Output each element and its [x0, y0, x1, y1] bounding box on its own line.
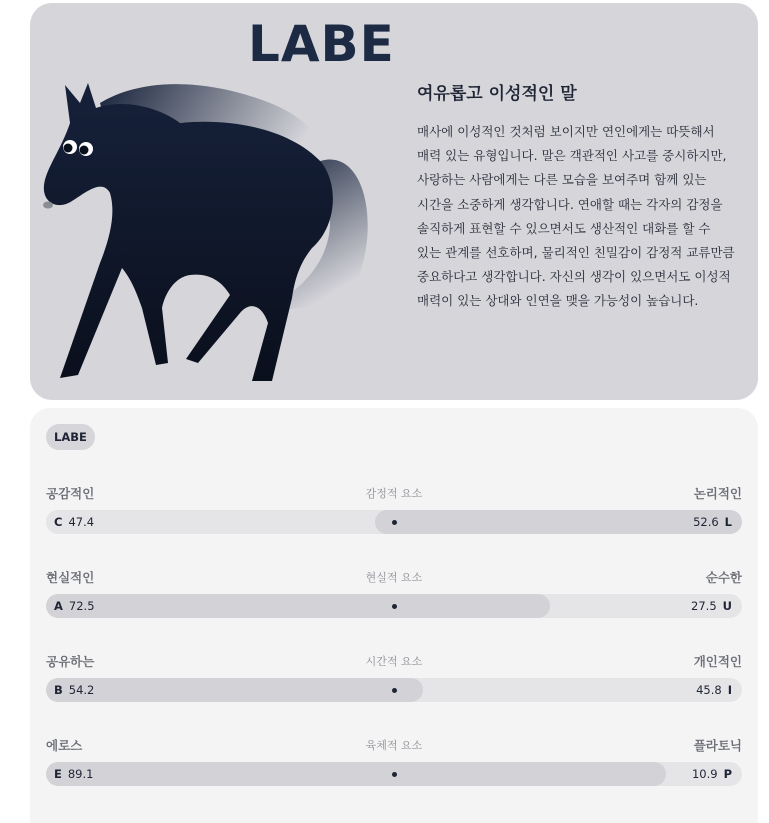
right-value: 10.9 [691, 767, 718, 781]
left-value: 89.1 [67, 767, 94, 781]
left-score [54, 762, 93, 786]
score-bar-fill [375, 510, 742, 534]
right-letter: I [727, 683, 732, 697]
type-title: LABE [248, 15, 395, 73]
left-letter: E [54, 767, 62, 781]
midpoint-dot [392, 688, 397, 693]
score-panel [30, 408, 758, 823]
score-bar-fill [46, 594, 550, 618]
score-bar [46, 594, 742, 618]
right-score [692, 762, 732, 786]
midpoint-dot [392, 772, 397, 777]
right-trait-label: 개인적인 [693, 654, 742, 669]
score-bar [46, 762, 742, 786]
left-trait-label: 에로스 [46, 738, 83, 753]
score-row [46, 484, 742, 544]
score-row [46, 736, 742, 796]
right-value: 27.5 [691, 599, 717, 613]
right-value: 45.8 [696, 683, 722, 697]
left-score [54, 510, 94, 534]
score-bar [46, 678, 742, 702]
right-trait-label: 플라토닉 [693, 738, 742, 753]
dimension-label: 육체적 요소 [365, 739, 423, 752]
left-trait-label: 현실적인 [46, 570, 95, 585]
type-heading: 여유롭고 이성적인 말 [417, 84, 577, 104]
left-trait-label: 공유하는 [46, 654, 95, 669]
score-bar [46, 510, 742, 534]
left-score [54, 594, 95, 618]
score-row [46, 652, 742, 712]
score-row [46, 568, 742, 628]
left-value: 54.2 [68, 683, 95, 697]
right-trait-label: 논리적인 [693, 486, 742, 501]
right-score [691, 594, 732, 618]
left-letter: B [54, 683, 63, 697]
score-bar-fill [46, 762, 666, 786]
midpoint-dot [392, 604, 397, 609]
right-trait-label: 순수한 [705, 570, 742, 585]
left-value: 47.4 [68, 515, 95, 529]
horse-icon [30, 63, 410, 393]
right-letter: L [724, 515, 732, 529]
right-score [696, 678, 732, 702]
left-letter: C [54, 515, 63, 529]
type-description: 매사에 이성적인 것처럼 보이지만 연인에게는 따뜻해서 매력 있는 유형입니다. 말은 객관적인 사고를 중시하지만, 사랑하는 사람에게는 다른 모습을 보여주며 함께 있는 시간을 소중하게 생각합니다. 연애할 때는 각자의 감정을 솔직하게 표현할 수 있으면서도 생산적인 대화를 할 수 있는 관계를 선호하며, 물리적인 친밀감이 감정적 교류만큼 중요하다고 생각합니다. 자신의 생각이 있으면서도 이성적 매력이 있는 상대와 인연을 맺을 가능성이 높습니다. [417, 124, 735, 309]
left-letter: A [54, 599, 63, 613]
right-letter: P [723, 767, 732, 781]
type-hero-card [30, 3, 758, 400]
dimension-label: 감정적 요소 [365, 487, 423, 500]
dimension-label: 현실적 요소 [365, 571, 423, 584]
left-value: 72.5 [68, 599, 95, 613]
type-tag: LABE [46, 424, 95, 450]
right-score [693, 510, 732, 534]
midpoint-dot [392, 520, 397, 525]
left-score [54, 678, 94, 702]
left-trait-label: 공감적인 [46, 486, 95, 501]
score-bar-fill [46, 678, 423, 702]
right-letter: U [722, 599, 732, 613]
dimension-label: 시간적 요소 [365, 655, 423, 668]
right-value: 52.6 [693, 515, 719, 529]
